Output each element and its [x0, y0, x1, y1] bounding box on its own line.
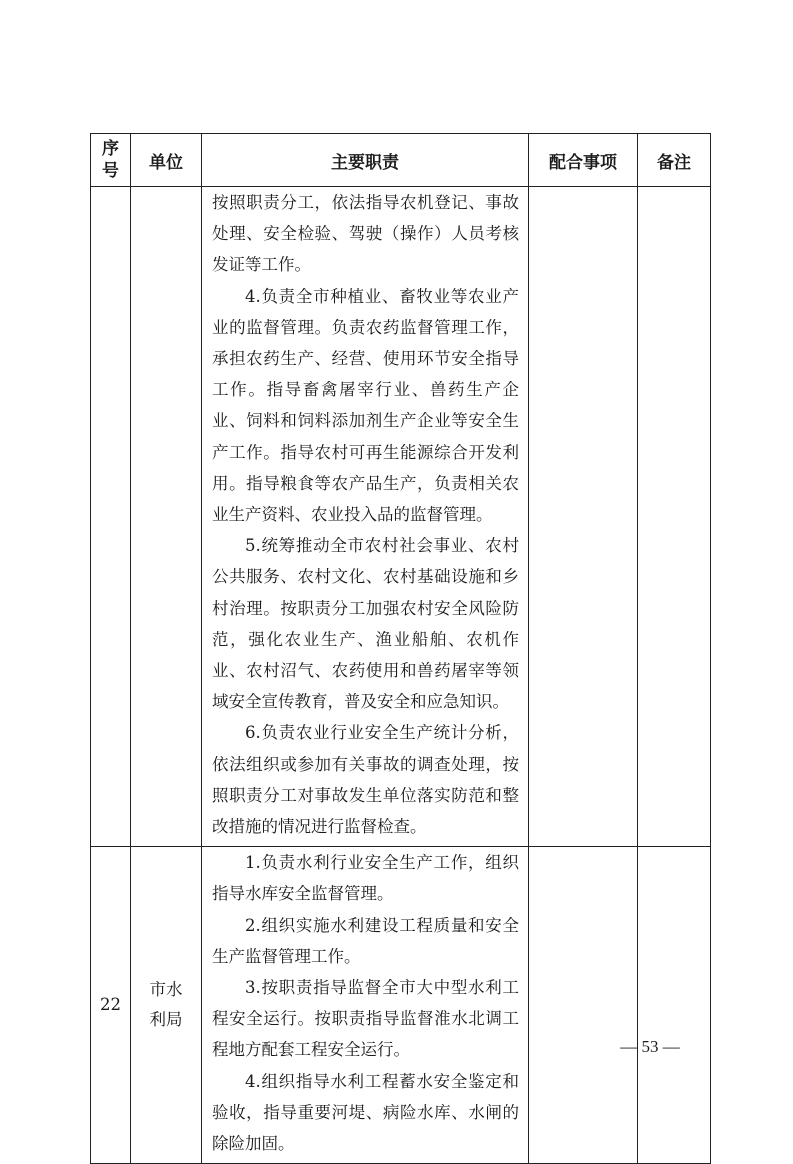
page-number: — 53 —: [620, 1037, 680, 1056]
header-coop: 配合事项: [529, 134, 638, 187]
row-2-duty-1: 2.组织实施水利建设工程质量和安全生产监督管理工作。: [212, 915, 519, 966]
header-seq-line1: 序: [102, 139, 119, 159]
row-1-duties: [202, 187, 529, 847]
row-2-seq: 22: [91, 847, 131, 1164]
row-2-duties: [202, 847, 529, 1164]
duty-table: [90, 133, 711, 1164]
row-2-duty-3: 4.组织指导水利工程蓄水安全鉴定和验收，指导重要河堤、病险水库、水闸的除险加固。: [212, 1071, 519, 1154]
header-duties: 主要职责: [202, 134, 529, 187]
row-1-duty-2: 5.统筹推动全市农村社会事业、农村公共服务、农村文化、农村基础设施和乡村治理。按职责分工加强农村安全风险防范，强化农业生产、渔业船舶、农机作业、农村沼气、农药使用和兽药屠宰等领域安全宣传教育，普及安全和应急知识。: [212, 536, 519, 712]
row-2-unit: [131, 847, 202, 1164]
row-1-unit: [131, 187, 202, 847]
header-unit: 单位: [131, 134, 202, 187]
row-2-remark: [638, 847, 711, 1164]
row-1-duty-3: 6.负责农业行业安全生产统计分析，依法组织或参加有关事故的调查处理，按照职责分工对事故发生单位落实防范和整改措施的情况进行监督检查。: [212, 723, 519, 837]
header-remark: 备注: [638, 134, 711, 187]
table-row: [91, 847, 711, 1164]
row-1-remark: [638, 187, 711, 847]
row-2-duty-0: 1.负责水利行业安全生产工作，组织指导水库安全监督管理。: [212, 853, 519, 904]
row-2-duty-2: 3.按职责指导监督全市大中型水利工程安全运行。按职责指导监督淮水北调工程地方配套工程安全运行。: [212, 978, 519, 1060]
table-header-row: [91, 134, 711, 187]
row-1-duty-1: 4.负责全市种植业、畜牧业等农业产业的监督管理。负责农药监督管理工作，承担农药生产、经营、使用环节安全指导工作。指导畜禽屠宰行业、兽药生产企业、饲料和饲料添加剂生产企业等安全生产工作。指导农村可再生能源综合开发利用。指导粮食等农产品生产，负责相关农业生产资料、农业投入品的监督管理。: [212, 286, 519, 525]
row-2-coop: [529, 847, 638, 1164]
row-1-duty-0: 按照职责分工，依法指导农机登记、事故处理、安全检验、驾驶（操作）人员考核发证等工作。: [212, 193, 519, 275]
row-2-unit-line2: 利局: [149, 1010, 183, 1030]
header-seq: [91, 134, 131, 187]
table-row: [91, 187, 711, 847]
header-seq-line2: 号: [102, 161, 119, 181]
row-2-unit-line1: 市水: [149, 980, 183, 1000]
row-1-coop: [529, 187, 638, 847]
row-1-seq: [91, 187, 131, 847]
